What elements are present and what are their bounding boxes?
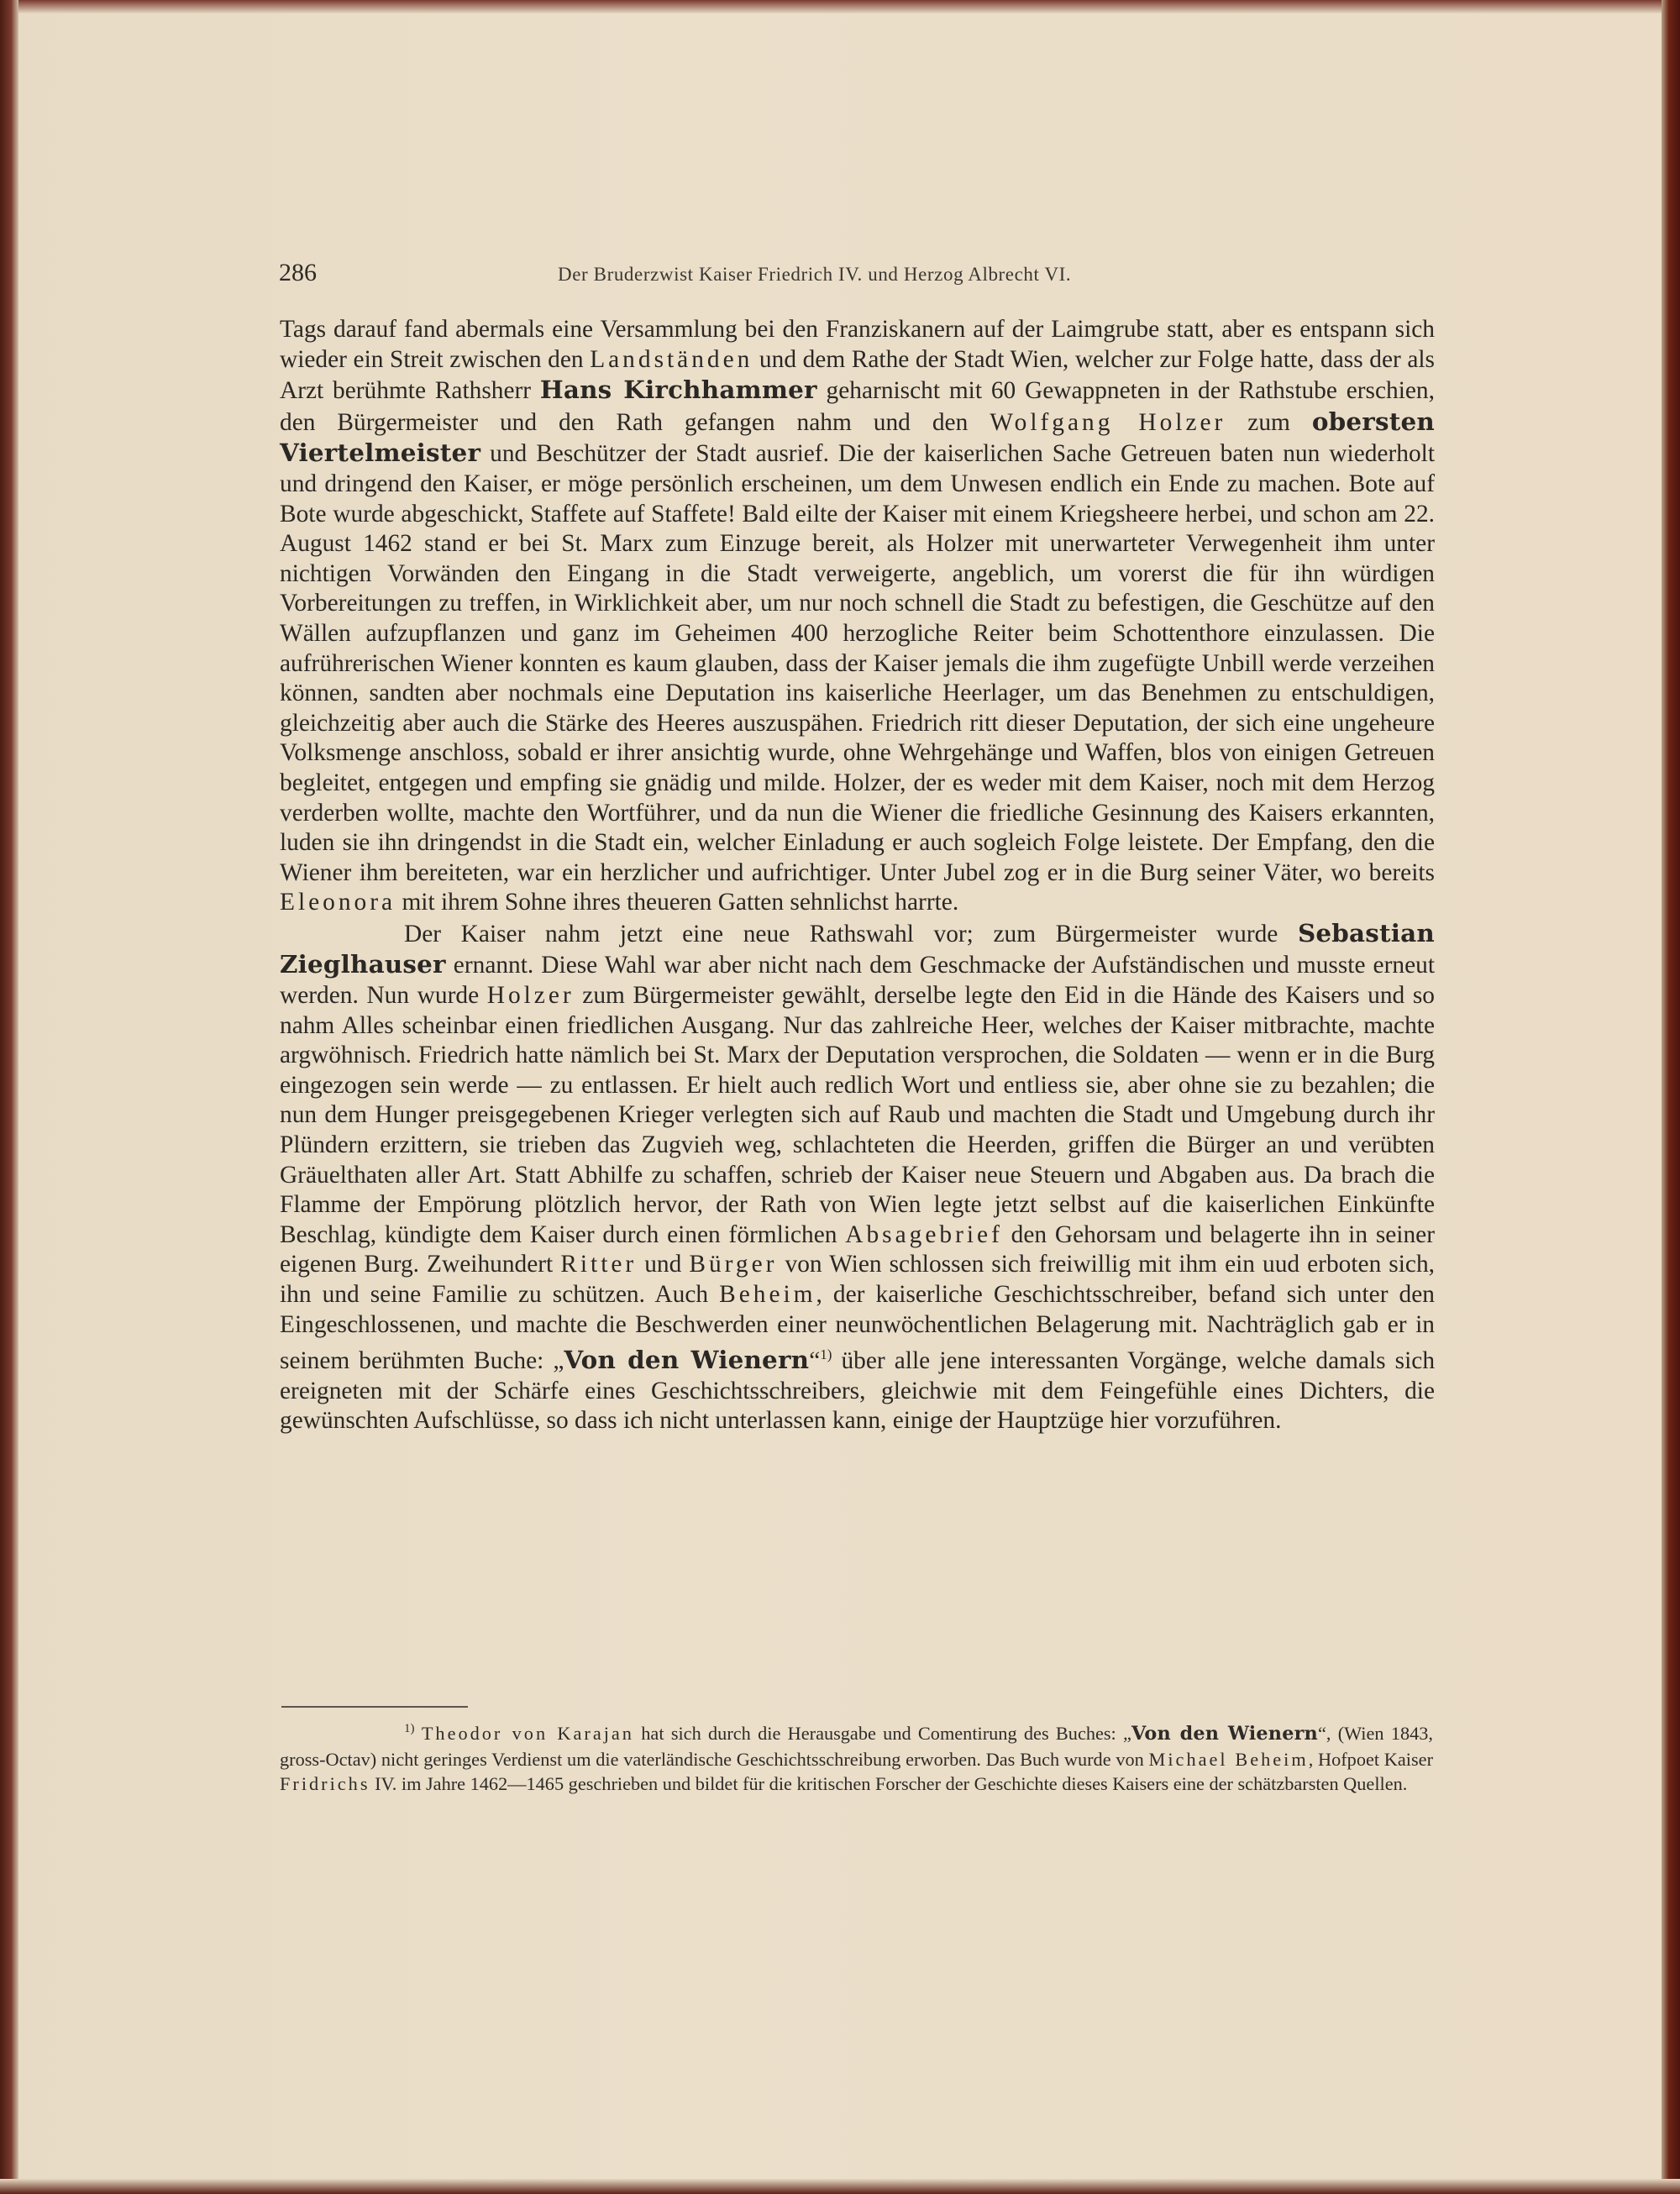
page-bottom-edge bbox=[0, 2179, 1680, 2194]
blackletter-title: obersten Viertelmeister bbox=[280, 406, 1435, 468]
paragraph: Tags darauf fand abermals eine Versammlung bei den Franziskanern auf der Laimgrube statt, aber es entspann sich wieder ein Streit zwischen den Landständen und dem Rathe der Stadt Wien, welcher zur Folge hatte, dass der als Arzt berühmte Rathsherr Hans Kirchhammer geharnischt mit 60 Gewappneten in der Rathstube erschien, den Bürgermeister und den Rath gefangen nahm und den Wolfgang Holzer zum obersten Viertelmeister und Beschützer der Stadt ausrief. Die der kaiserlichen Sache Getreuen baten nun wiederholt und dringend den Kaiser, er möge persönlich erscheinen, um dem Unwesen endlich ein Ende zu machen. Bote auf Bote wurde abgeschickt, Staffete auf Staffete! Bald eilte der Kaiser mit einem Kriegsheere herbei, und schon am 22. August 1462 stand er bei St. Marx zum Einzuge bereit, als Holzer mit unerwarteter Verwegenheit ihm unter nichtigen Vorwänden den Eingang in die Stadt verweigerte, angeblich, um vorerst die für ihn würdigen Vorbereitungen zu treffen, in Wirklichkeit aber, um nur noch schnell die Stadt zu befestigen, die Geschütze auf den Wällen aufzupflanzen und ganz im Geheimen 400 herzogliche Reiter beim Schottenthore einzulassen. Die aufrührerischen Wiener konnten es kaum glauben, dass der Kaiser jemals die ihm zugefügte Unbill werde verzeihen können, sandten aber nochmals eine Deputation ins kaiserliche Heerlager, um das Benehmen zu entschuldigen, gleichzeitig aber auch die Stärke des Heeres auszuspähen. Friedrich ritt dieser Deputation, der sich eine ungeheure Volksmenge anschloss, sobald er ihrer ansichtig wurde, ohne Wehrgehänge und Waffen, blos von einigen Getreuen begleitet, entgegen und empfing sie gnädig und milde. Holzer, der es weder mit dem Kaiser, noch mit dem Herzog verderben wollte, machte den Wortführer, und da nun die Wiener die friedliche Gesinnung des Kaisers erkannten, luden sie ihn dringendst in die Stadt ein, welcher Einladung er auch sogleich Folge leistete. Der Empfang, den die Wiener ihm bereiteten, war ein herzlicher und aufrichtiger. Unter Jubel zog er in die Burg seiner Väter, wo bereits Eleonora mit ihrem Sohne ihres theueren Gatten sehnlichst harrte. bbox=[280, 316, 1435, 916]
running-head bbox=[279, 259, 1438, 292]
page-top-edge bbox=[0, 0, 1680, 13]
footnote-marker: 1) bbox=[404, 1722, 415, 1735]
spaced-name: Beheim bbox=[719, 1281, 816, 1308]
blackletter-book-title: Von den Wienern bbox=[1131, 1723, 1318, 1745]
spaced-name: Fridrichs bbox=[280, 1773, 370, 1794]
book-cover-edge bbox=[1662, 0, 1680, 2194]
blackletter-name: Sebastian Zieglhauser bbox=[280, 917, 1435, 979]
body-text bbox=[280, 315, 1435, 1436]
spaced-name: Michael Beheim bbox=[1148, 1748, 1309, 1770]
spaced-term: Absagebrief bbox=[845, 1220, 1003, 1248]
spaced-term: Bürger bbox=[689, 1251, 778, 1278]
running-title: Der Bruderzwist Kaiser Friedrich IV. und Herzog Albrecht VI. bbox=[558, 264, 1072, 285]
footnote-reference[interactable]: 1) bbox=[820, 1346, 832, 1363]
blackletter-book-title: Von den Wienern bbox=[564, 1345, 810, 1375]
footnote-divider bbox=[281, 1706, 468, 1708]
spaced-name: Eleonora bbox=[280, 889, 396, 916]
blackletter-name: Hans Kirchhammer bbox=[539, 375, 817, 405]
footnote: $^{1)}$ Theodor von Karajan hat sich durch die Herausgabe und Comentirung des Buches: „Von den Wienern“, (Wien 1843, gross-Octav) nicht geringes Verdienst um die vaterländische Geschichtsschreibung erworben. Das Buch wurde von Michael Beheim, Hofpoet Kaiser Fridrichs IV. im Jahre 1462—1465 geschrieben und bildet für die kritischen Forscher der Geschichte dieses Kaisers eine der schätzbarsten Quellen. bbox=[280, 1722, 1433, 1794]
paragraph: Der Kaiser nahm jetzt eine neue Rathswahl vor; zum Bürgermeister wurde Sebastian Zieglhauser ernannt. Diese Wahl war aber nicht nach dem Geschmacke der Aufständischen und musste erneut werden. Nun wurde Holzer zum Bürgermeister gewählt, derselbe legte den Eid in die Hände des Kaisers und so nahm Alles scheinbar einen friedlichen Ausgang. Nur das zahlreiche Heer, welches der Kaiser mitbrachte, machte argwöhnisch. Friedrich hatte nämlich bei St. Marx der Deputation versprochen, die Soldaten — wenn er in die Burg eingezogen sein werde — zu entlassen. Er hielt auch redlich Wort und entliess sie, aber ohne sie zu bezahlen; die nun dem Hunger preisgegebenen Krieger verlegten sich auf Raub und machten die Stadt und Umgebung durch ihr Plündern erzittern, sie trieben das Zugvieh weg, schlachteten die Heerden, griffen die Bürger an und verübten Gräuelthaten aller Art. Statt Abhilfe zu schaffen, schrieb der Kaiser neue Steuern und Abgaben aus. Da brach die Flamme der Empörung plötzlich hervor, der Rath von Wien legte jetzt selbst auf die kaiserlichen Einkünfte Beschlag, kündigte dem Kaiser durch einen förmlichen Absagebrief den Gehorsam und belagerte ihn in seiner eigenen Burg. Zweihundert Ritter und Bürger von Wien schlossen sich freiwillig mit ihm ein uud erboten sich, ihn und seine Familie zu schützen. Auch Beheim, der kaiserliche Geschichtsschreiber, befand sich unter den Eingeschlossenen, und machte die Beschwerden einer neunwöchentlichen Belagerung mit. Nachträglich gab er in seinem berühmten Buche: „Von den Wienern“$^{1)}$ über alle jene interessanten Vorgänge, welche damals sich ereigneten mit der Schärfe eines Geschichtsschreibers, gleichwie mit dem Feingefühle eines Dichters, die gewünschten Aufschlüsse, so dass ich nicht unterlassen kann, einige der Hauptzüge hier vorzuführen. bbox=[280, 917, 1436, 1435]
spaced-term: Landständen bbox=[590, 345, 753, 373]
footnotes bbox=[280, 1717, 1433, 1797]
spaced-name: Wolfgang Holzer bbox=[990, 408, 1226, 436]
spaced-term: Ritter bbox=[560, 1251, 638, 1278]
spaced-name: Holzer bbox=[486, 982, 575, 1010]
book-spine-edge bbox=[0, 0, 18, 2194]
spaced-name: Theodor von Karajan bbox=[421, 1723, 634, 1744]
page-number: 286 bbox=[279, 259, 317, 286]
